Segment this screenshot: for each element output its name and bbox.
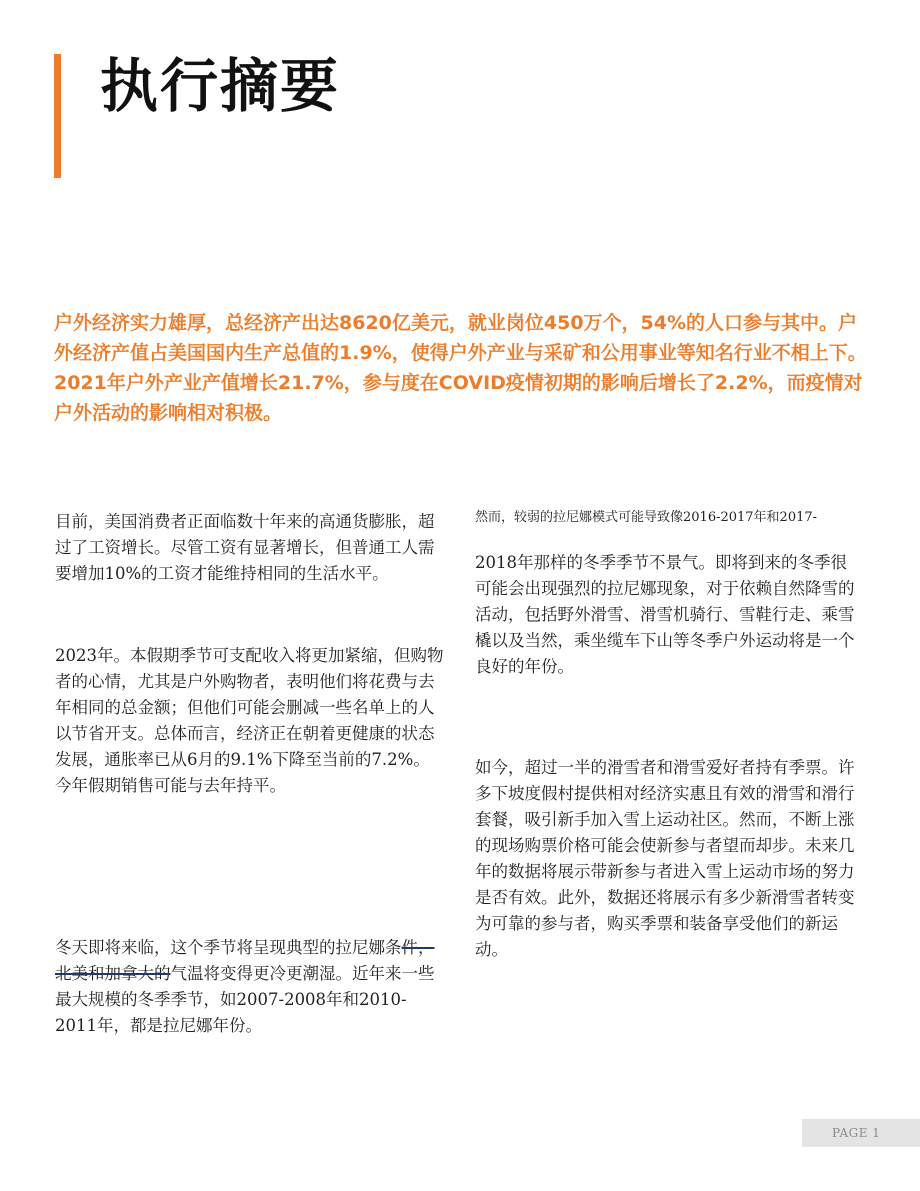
- struck-text: 件，北美和加拿大的: [55, 938, 435, 983]
- page-title: 执行摘要: [100, 52, 341, 120]
- winter-text-start: 冬天即将来临，这个季节将呈现典型的拉尼娜条: [55, 938, 402, 957]
- left-paragraph-inflation: 目前，美国消费者正面临数十年来的高通货膨胀，超过了工资增长。尽管工资有显著增长，但普通工人需要增加10%的工资才能维持相同的生活水平。: [55, 512, 435, 583]
- right-paragraph-season-pass: 如今，超过一半的滑雪者和滑雪爱好者持有季票。许多下坡度假村提供相对经济实惠且有效的滑雪和滑行套餐，吸引新手加入雪上运动社区。然而，不断上涨的现场购票价格可能会使新参与者望而却步。未来几年的数据将展示带新参与者进入雪上运动市场的努力是否有效。此外，数据还将展示有多少新滑雪者转变为可靠的参与者，购买季票和装备享受他们的新运动。: [475, 758, 855, 959]
- page-number-badge: PAGE 1: [802, 1119, 920, 1147]
- winter-text-end: 气温将变得更冷更潮湿。近年来一些最大规模的冬季季节，如2007-2008年和2010-2011年，都是拉尼娜年份。: [55, 964, 435, 1035]
- summary-highlight: 户外经济实力雄厚，总经济产出达8620亿美元，就业岗位450万个，54%的人口参与其中。户外经济产值占美国国内生产总值的1.9%，使得户外产业与采矿和公用事业等知名行业不相上下。2021年户外产业产值增长21.7%，参与度在COVID疫情初期的影响后增长了2.2%，而疫情对户外活动的影响相对积极。: [54, 312, 867, 424]
- title-accent-bar: [54, 54, 61, 178]
- right-paragraph-la-nina: 2018年那样的冬季季节不景气。即将到来的冬季很可能会出现强烈的拉尼娜现象，对于依赖自然降雪的活动，包括野外滑雪、滑雪机骑行、雪鞋行走、乘雪橇以及当然，乘坐缆车下山等冬季户外运动将是一个良好的年份。: [475, 553, 855, 676]
- left-paragraph-winter: [55, 935, 445, 1039]
- right-paragraph-note: 然而，较弱的拉尼娜模式可能导致像2016-2017年和2017-: [475, 510, 818, 525]
- left-paragraph-holiday: 2023年。本假期季节可支配收入将更加紧缩，但购物者的心情，尤其是户外购物者，表明他们将花费与去年相同的总金额；但他们可能会删减一些名单上的人以节省开支。总体而言，经济正在朝着更健康的状态发展，通胀率已从6月的9.1%下降至当前的7.2%。今年假期销售可能与去年持平。: [55, 646, 444, 795]
